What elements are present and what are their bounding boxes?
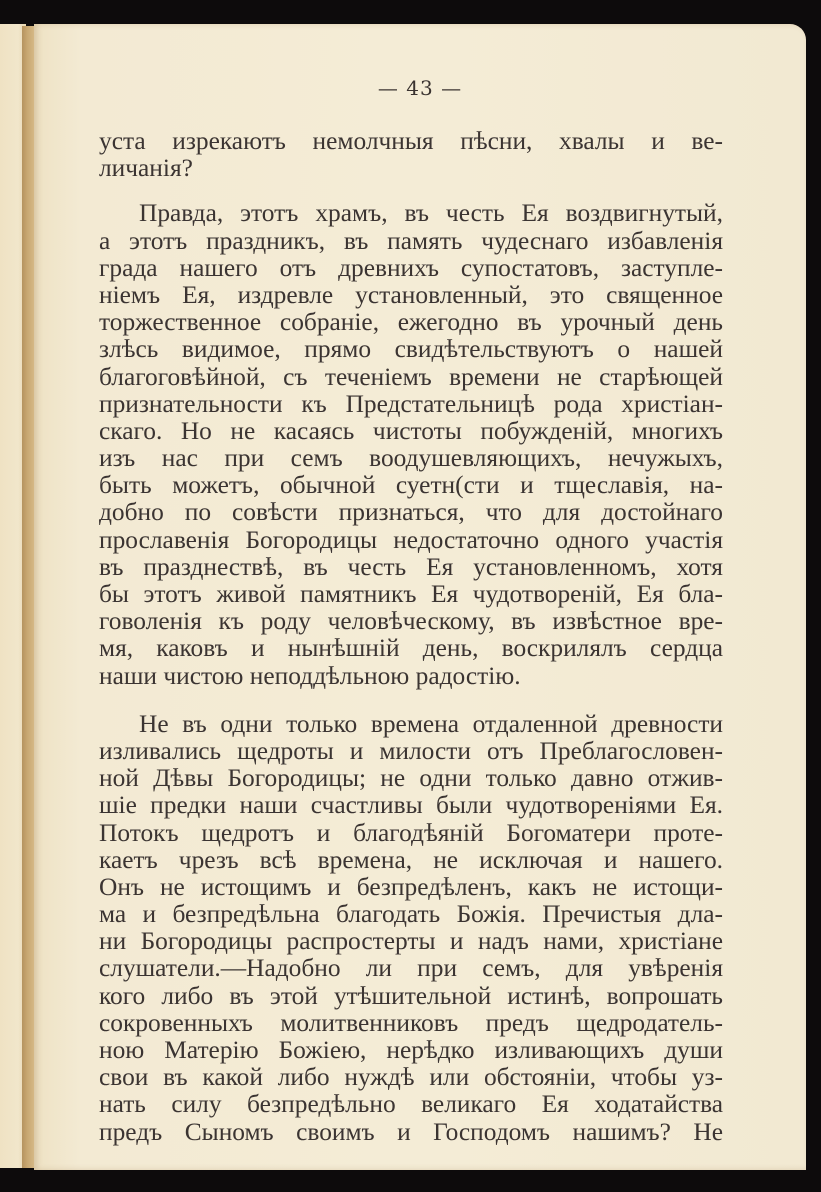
page-number: — 43 — [377,76,463,100]
text-line: говоленія къ роду человѣческому, въ извѣстное вре- [99,607,723,636]
paragraph [99,128,723,182]
text-line: признательности къ Предстательницѣ рода христіан- [99,389,723,418]
text-line: слушатели.—Надобно ли при семъ, для увѣренія [99,954,723,983]
text-line: свои въ какой либо нуждѣ или обстояніи, чтобы уз- [99,1063,723,1092]
book-page [34,24,806,1170]
text-line: сокровенныхъ молитвенниковъ предъ щедродатель- [99,1008,723,1037]
text-line: ма и безпредѣльна благодать Божія. Пречистыя дла- [99,900,723,929]
text-line: предъ Сыномъ своимъ и Господомъ нашимъ? Не [99,1117,723,1146]
text-line: уста изрекаютъ немолчныя пѣсни, хвалы и ве- [99,127,723,155]
text-line: ни Богородицы распростерты и надъ нами, христіане [99,927,723,956]
paragraph [99,200,723,689]
text-line: наши чистою неподдѣльною радостію. [99,661,521,690]
text-line: злѣсь видимое, прямо свидѣтельствуютъ о нашей [99,335,723,364]
text-line: въ празднествѣ, въ честь Ея установленномъ, хотя [99,552,723,581]
text-line: добно по совѣсти признаться, что для достойнаго [99,498,723,527]
text-line: личанія? [99,154,193,183]
text-line: торжественное собраніе, ежегодно въ урочный день [99,308,723,337]
text-line: шіе предки наши счастливы были чудотвореніями Ея. [99,791,723,820]
text-line: а этотъ праздникъ, въ память чудеснаго избавленія [99,226,723,255]
text-line: ною Матерію Божіею, нерѣдко изливающихъ души [99,1036,723,1064]
text-line: быть можетъ, обычной суетн(сти и тщеславія, на- [99,471,723,500]
text-line: нать силу безпредѣльно великаго Ея ходатайства [99,1090,723,1119]
text-line: скаго. Но не касаясь чистоты побужденій, многихъ [99,416,723,445]
page-text [99,128,723,1146]
text-line: благоговѣйной, съ теченіемъ времени не старѣющей [99,362,723,391]
text-line: мя, каковъ и нынѣшній день, воскрилялъ сердца [99,634,723,663]
text-line: Правда, этотъ храмъ, въ честь Ея воздвигнутый, [139,199,723,228]
text-line: Потокъ щедротъ и благодѣяній Богоматери проте- [99,818,723,847]
text-line: Не въ одни только времена отдаленной древности [139,709,723,738]
text-line: бы этотъ живой памятникъ Ея чудотвореній, Ея бла- [99,580,723,608]
text-line: Онъ не истощимъ и безпредѣленъ, какъ не истощи- [99,872,723,901]
text-line: ніемъ Ея, издревле установленный, это священное [99,280,723,309]
paragraph-gap [99,182,723,200]
text-line: града нашего отъ древнихъ супостатовъ, заступле- [99,253,723,282]
text-line: прославенія Богородицы недостаточно одного участія [99,525,723,554]
text-line: каетъ чрезъ всѣ времена, не исключая и нашего. [99,845,723,874]
text-line: ной Дѣвы Богородицы; не одни только давно отжив- [99,764,723,793]
text-line: изъ нас при семъ воодушевляющихъ, нечужыхъ, [99,444,723,473]
paragraph [99,711,723,1146]
text-line: изливались щедроты и милости отъ Преблагословен- [99,736,723,765]
paragraph-gap [99,690,723,711]
text-line: кого либо въ этой утѣшительной истинѣ, вопрошать [99,981,723,1010]
